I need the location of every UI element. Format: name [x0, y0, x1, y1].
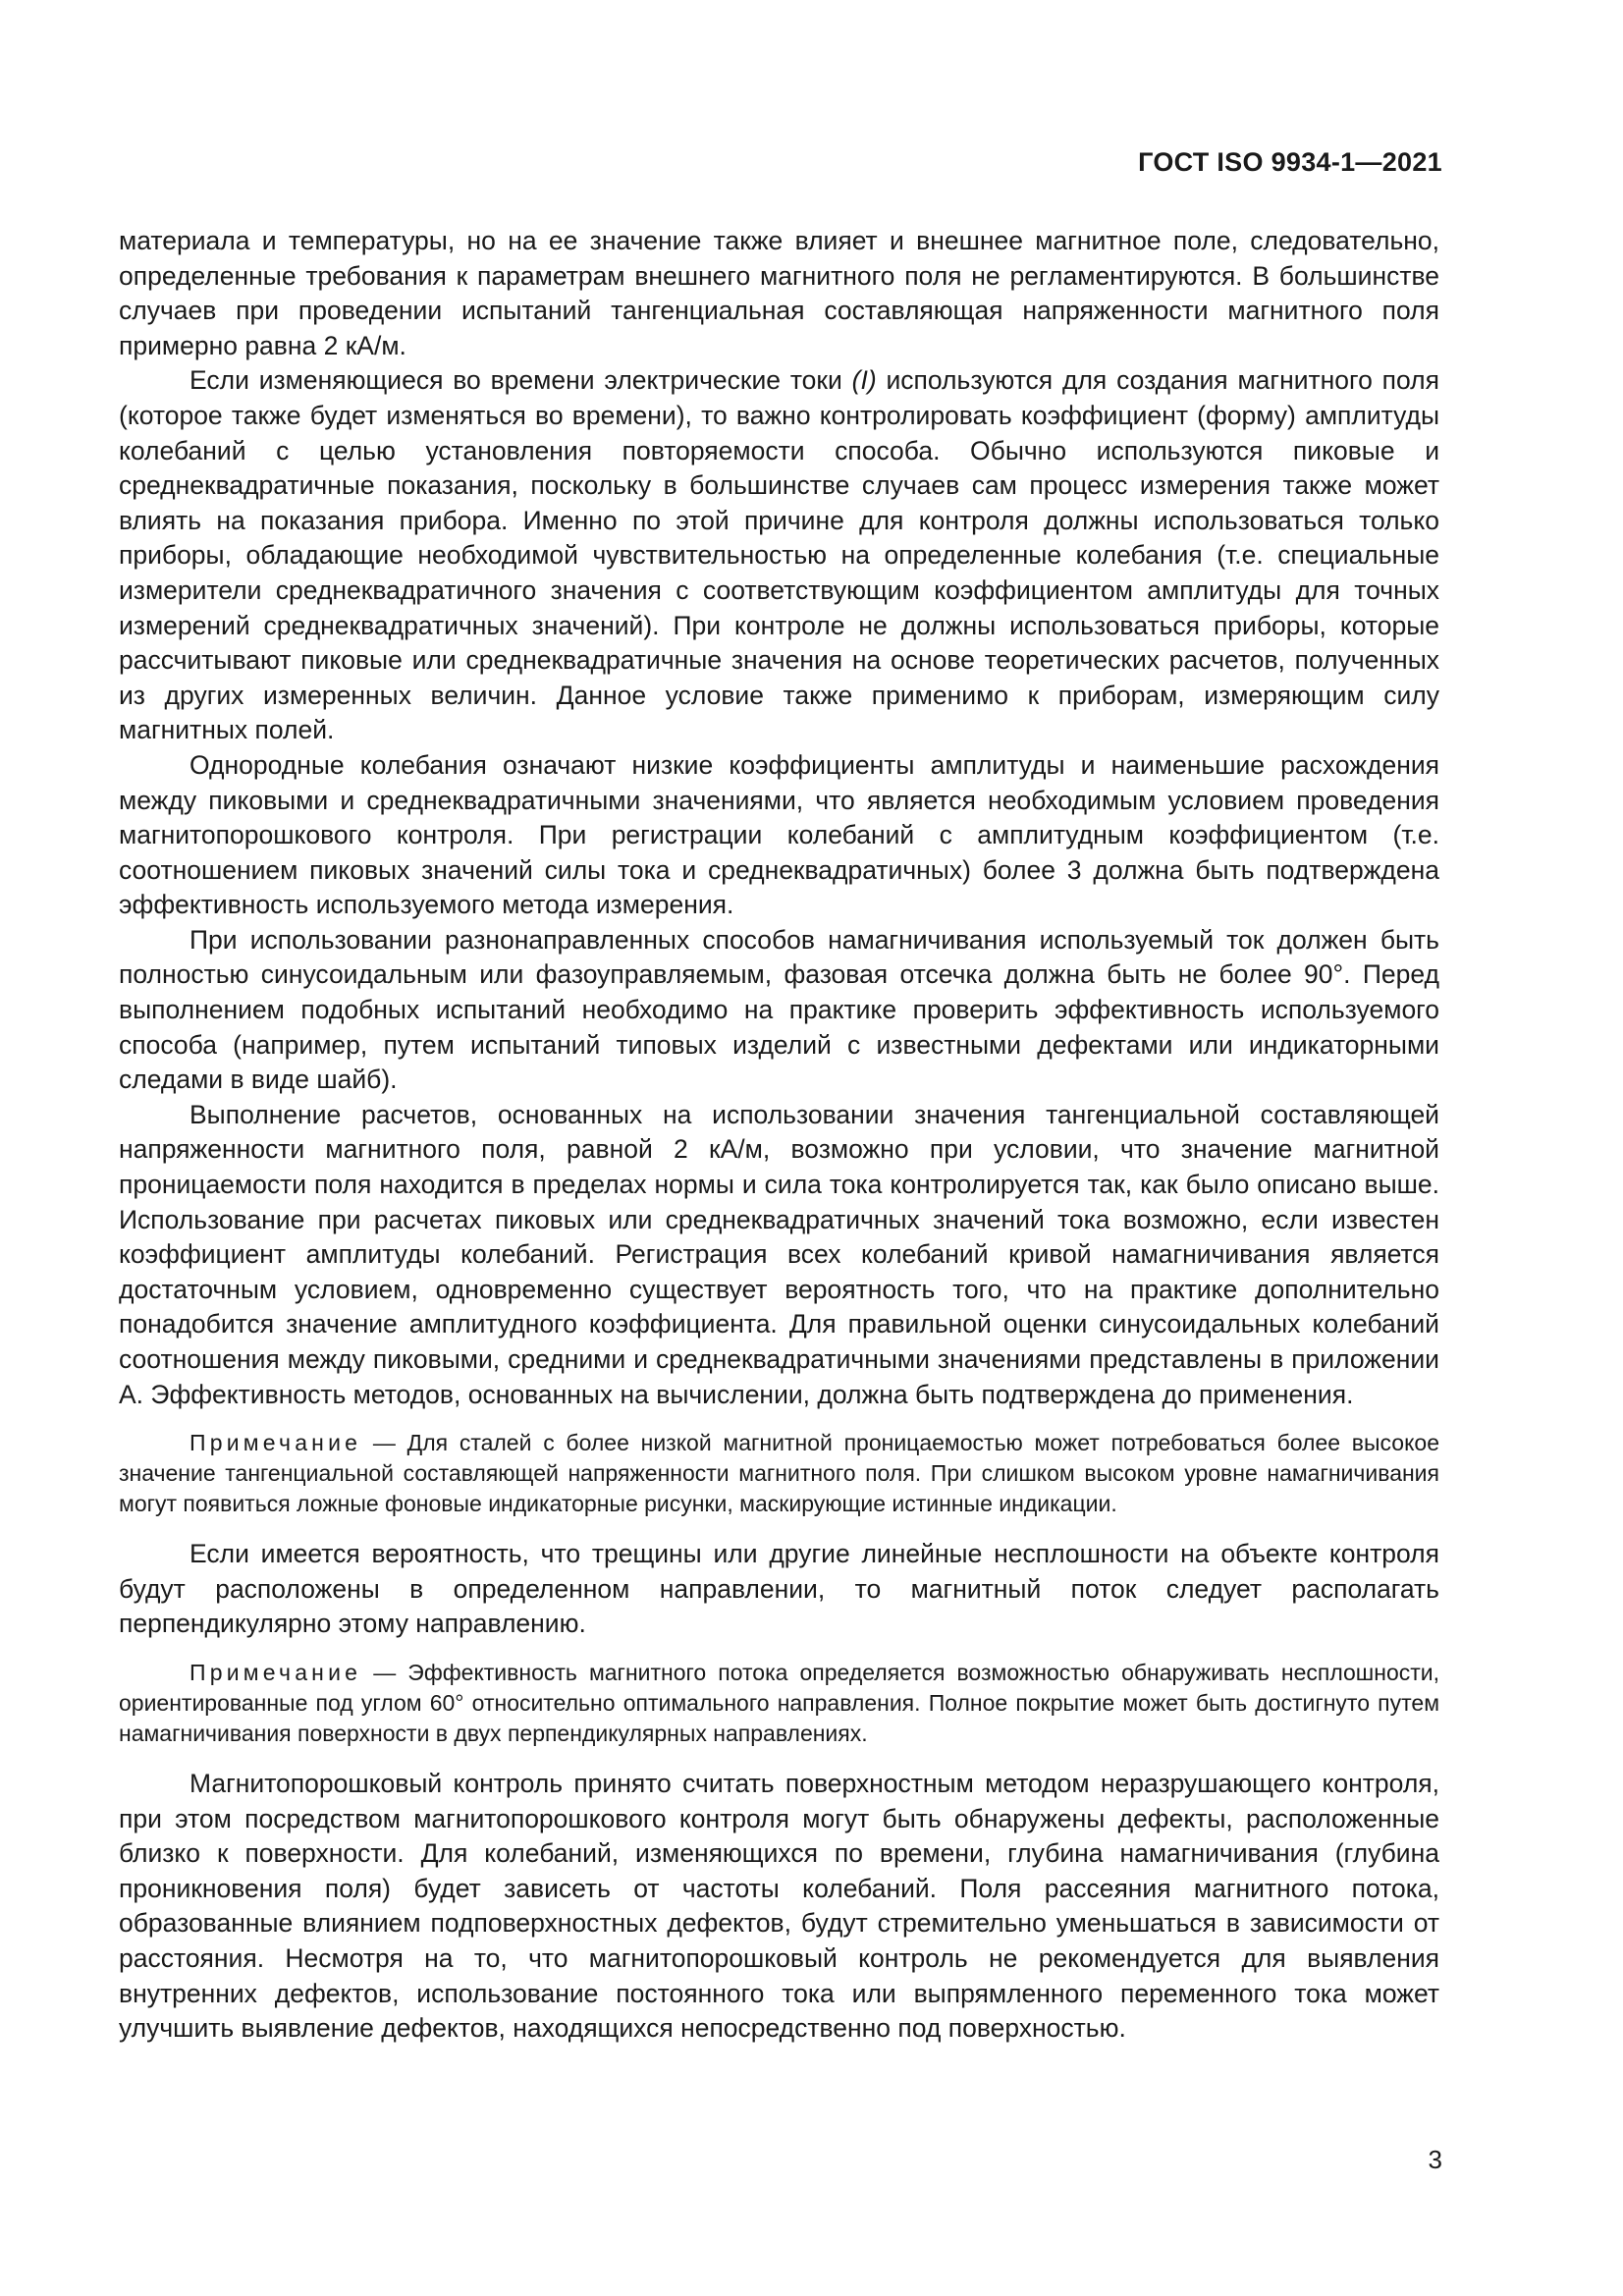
paragraph-currents-rest: используются для создания магнитного поля (которое также будет изменяться во времени), то важно контролировать коэффициент (форму) амплитуды колебаний с целью установления повторяемости способа. Обычно используются пиковые и среднеквадратичные показания, поскольку в большинстве случаев сам процесс измерения также может влиять на показания прибора. Именно по этой причине для контроля должны использоваться только приборы, обладающие необходимой чувствительностью на определенные колебания (т.е. специальные измерители среднеквадратичного значения с соответствующим коэффициентом амплитуды для точных измерений среднеквадратичных значений). При контроле не должны использоваться приборы, которые рассчитывают пиковые или среднеквадратичные значения на основе теоретических расчетов, полученных из других измеренных величин. Данное условие также применимо к приборам, измеряющим силу магнитных полей.: [119, 365, 1439, 745]
document-code-header: ГОСТ ISO 9934-1—2021: [1138, 147, 1442, 177]
note-flux-efficiency: [119, 1658, 1439, 1749]
note-permeability: [119, 1428, 1439, 1519]
page-number: 3: [1428, 2145, 1442, 2174]
note-label: Примечание: [189, 1430, 362, 1456]
current-symbol: (I): [851, 365, 877, 396]
note-text: — Эффективность магнитного потока определяется возможностью обнаруживать несплошности, ориентированные под углом 60° относительно оптимального направления. Полное покрытие может быть достигнуто путем намагничивания поверхности в двух перпендикулярных направлениях.: [119, 1659, 1440, 1746]
note-label: Примечание: [189, 1659, 362, 1685]
paragraph-multidirectional: При использовании разнонаправленных способов намагничивания используемый ток должен быть полностью синусоидальным или фазоуправляемым, фазовая отсечка должна быть не более 90°. Перед выполнением подобных испытаний необходимо на практике проверить эффективность используемого способа (например, путем испытаний типовых изделий с известными дефектами или индикаторными следами в виде шайб).: [119, 924, 1439, 1095]
paragraph-calculations: Выполнение расчетов, основанных на использовании значения тангенциальной составляющей напряженности магнитного поля, равной 2 кА/м, возможно при условии, что значение магнитной проницаемости поля находится в пределах нормы и сила тока контролируется так, как было описано выше. Использование при расчетах пиковых или среднеквадратичных значений тока возможно, если известен коэффициент амплитуды колебаний. Регистрация всех колебаний кривой намагничивания является достаточным условием, одновременно существует вероятность того, что на практике дополнительно понадобится значение амплитудного коэффициента. Для правильной оценки синусоидальных колебаний соотношения между пиковыми, средними и среднеквадратичными значениями представлены в приложении А. Эффективность методов, основанных на вычислении, должна быть подтверждена до применения.: [119, 1099, 1439, 1409]
paragraph-currents-start: Если изменяющиеся во времени электрические токи: [189, 365, 842, 396]
paragraph-crack-direction: Если имеется вероятность, что трещины или другие линейные несплошности на объекте контроля будут расположены в определенном направлении, то магнитный поток следует располагать перпендикулярно этому направлению.: [119, 1539, 1439, 1639]
paragraph-uniform-oscillations: Однородные колебания означают низкие коэффициенты амплитуды и наименьшие расхождения между пиковыми и среднеквадратичными значениями, что является необходимым условием проведения магнитопорошкового контроля. При регистрации колебаний с амплитудным коэффициентом (т.е. соотношением пиковых значений силы тока и среднеквадратичных) более 3 должна быть подтверждена эффективность используемого метода измерения.: [119, 749, 1439, 920]
paragraph-surface-method: Магнитопорошковый контроль принято считать поверхностным методом неразрушающего контроля, при этом посредством магнитопорошкового контроля могут быть обнаружены дефекты, расположенные близко к поверхности. Для колебаний, изменяющихся по времени, глубина намагничивания (глубина проникновения поля) будет зависеть от частоты колебаний. Поля рассеяния магнитного потока, образованные влиянием подповерхностных дефектов, будут стремительно уменьшаться в зависимости от расстояния. Несмотря на то, что магнитопорошковый контроль не рекомендуется для выявления внутренних дефектов, использование постоянного тока или выпрямленного переменного тока может улучшить выявление дефектов, находящихся непосредственно под поверхностью.: [119, 1768, 1439, 2044]
paragraph-currents: [119, 363, 1439, 748]
page-body: [119, 224, 1439, 2047]
note-text: — Для сталей с более низкой магнитной проницаемостью может потребоваться более высокое значение тангенциальной составляющей напряженности магнитного поля. При слишком высоком уровне намагничивания могут появиться ложные фоновые индикаторные рисунки, маскирующие истинные индикации.: [119, 1430, 1440, 1517]
paragraph-continuation: материала и температуры, но на ее значение также влияет и внешнее магнитное поле, следовательно, определенные требования к параметрам внешнего магнитного поля не регламентируются. В большинстве случаев при проведении испытаний тангенциальная составляющая напряженности магнитного поля примерно равна 2 кА/м.: [119, 226, 1439, 360]
